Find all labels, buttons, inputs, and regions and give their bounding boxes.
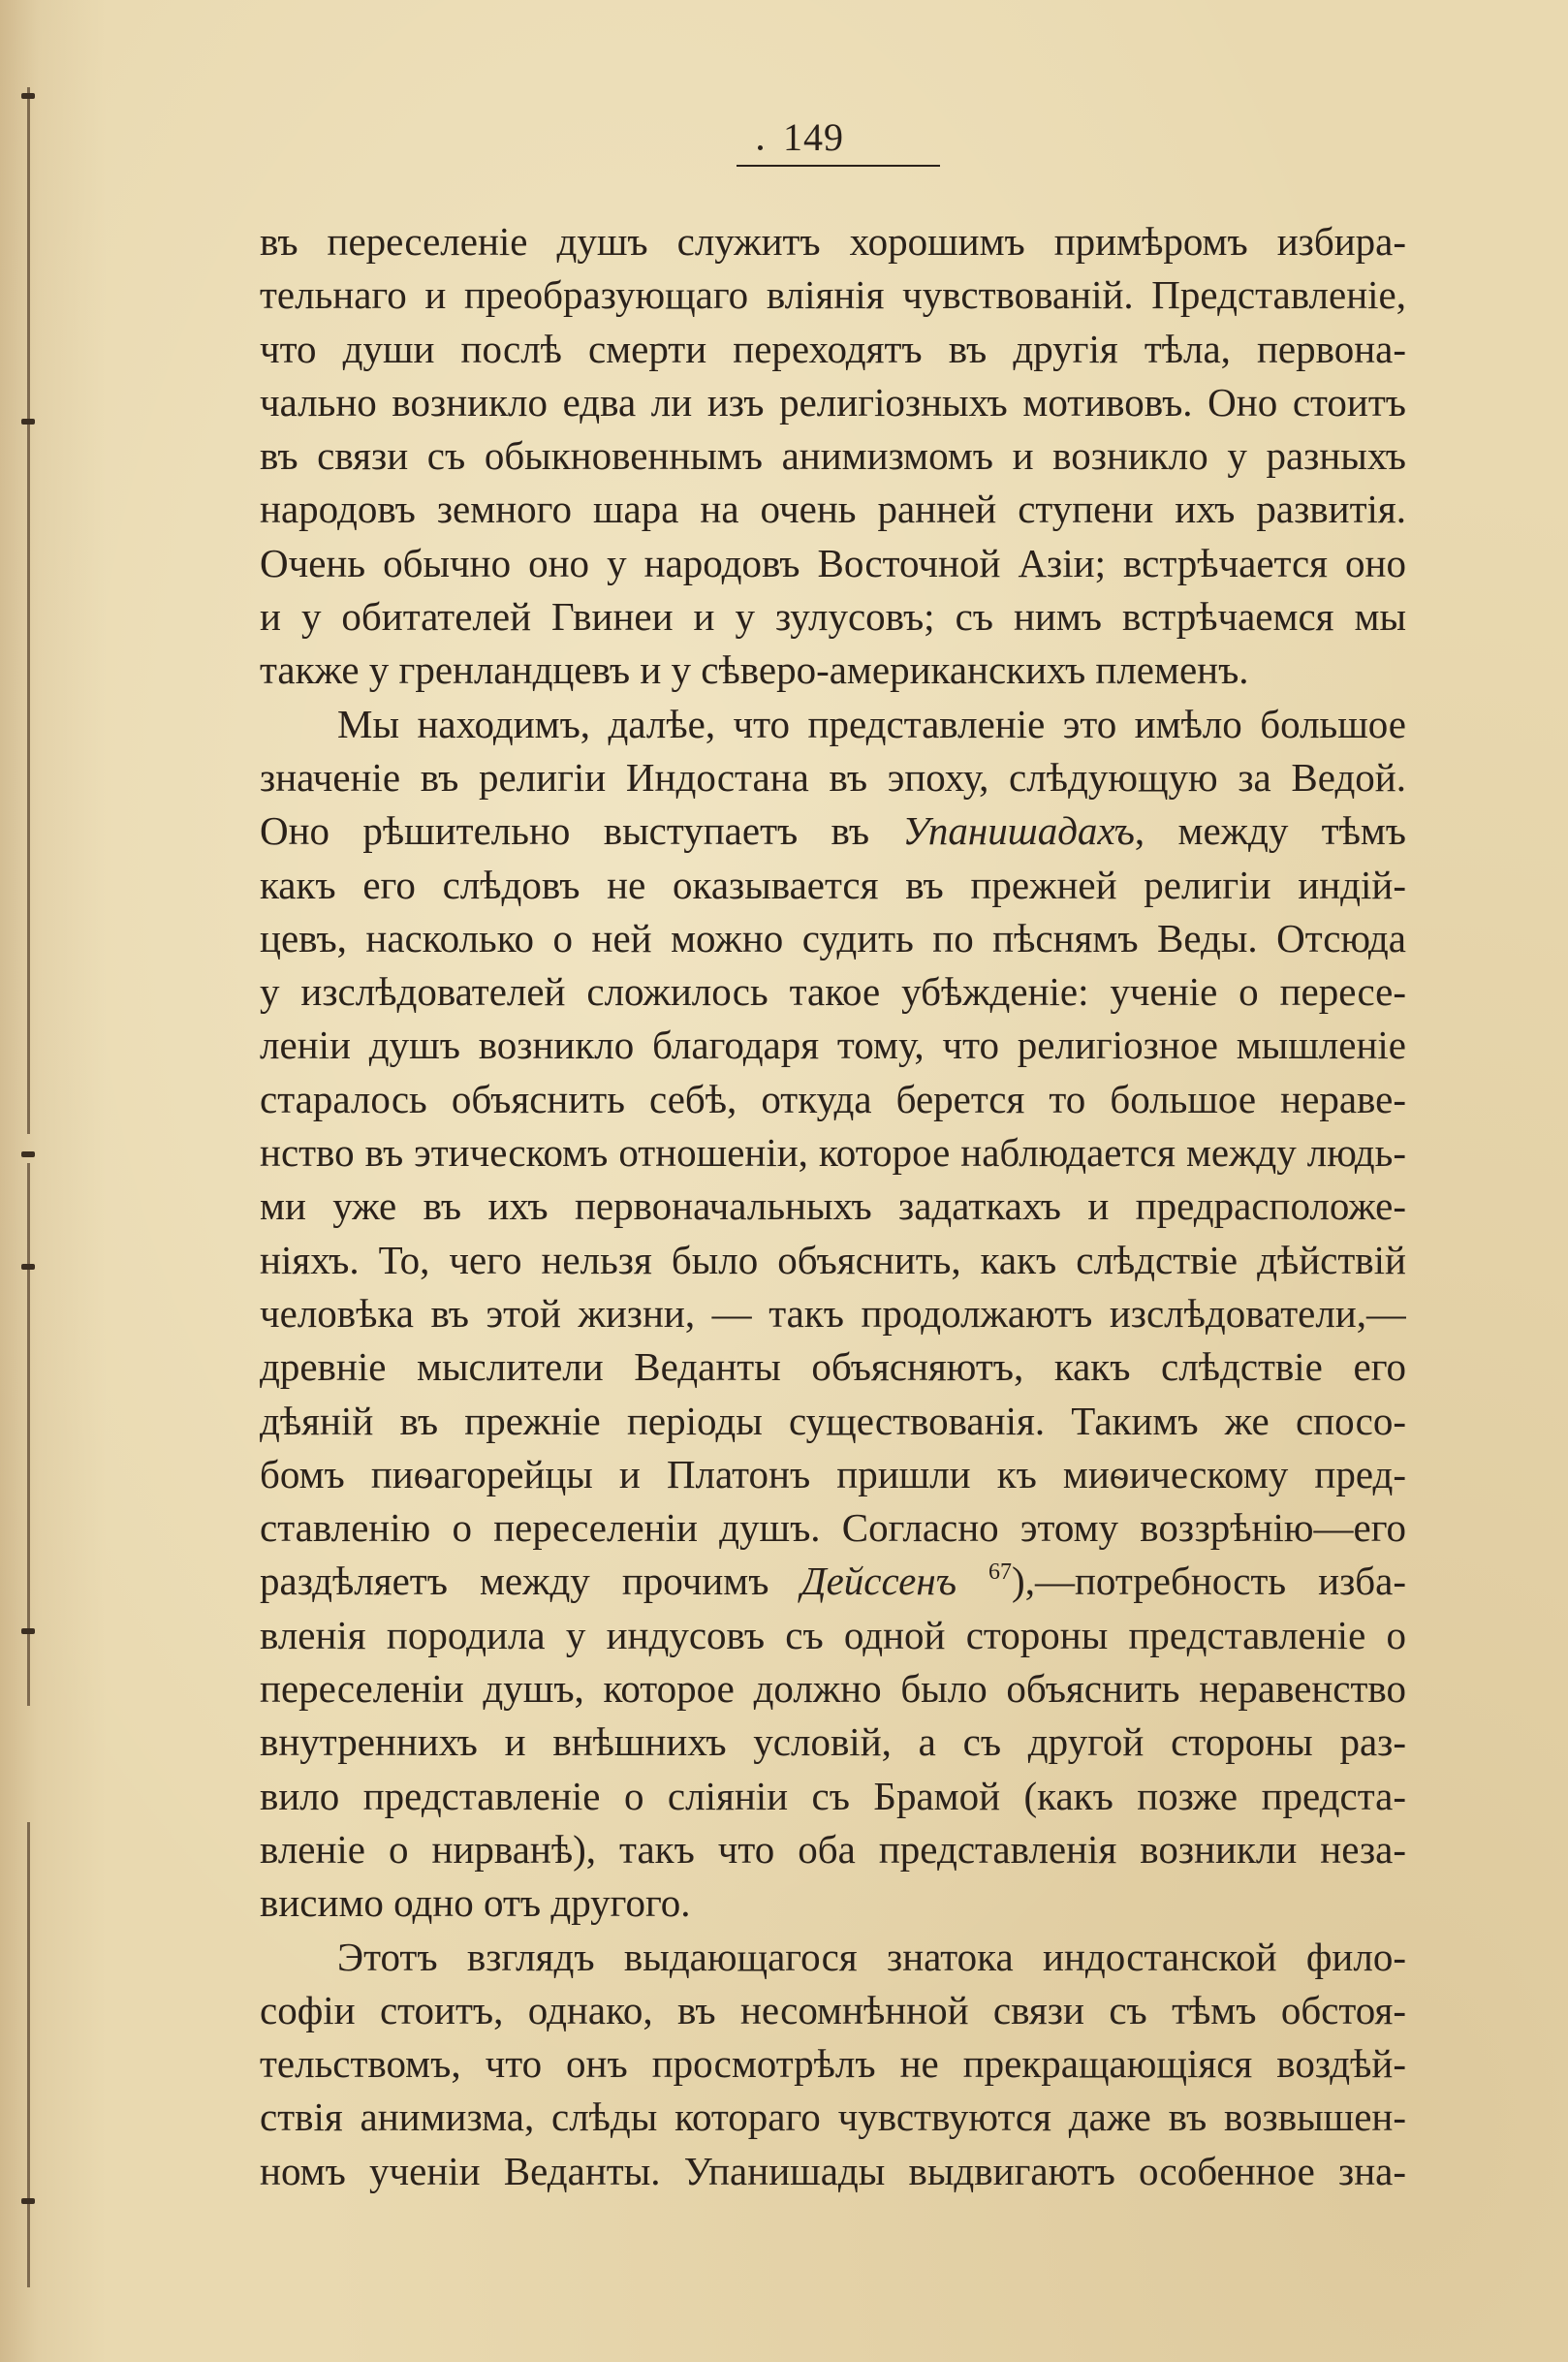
- text-line: человѣка въ этой жизни, — такъ продолжаютъ изслѣдователи,—: [260, 1290, 1406, 1336]
- text-line: въ переселеніе душъ служитъ хорошимъ примѣромъ избира-: [260, 219, 1406, 264]
- binding-tick: [21, 1151, 35, 1157]
- text-fragment: ),—потребность изба-: [1012, 1559, 1406, 1604]
- text-line: ніяхъ. То, чего нельзя было объяснить, какъ слѣдствіе дѣйствій: [260, 1237, 1406, 1282]
- header-dot: [758, 145, 763, 150]
- text-fragment: , между тѣмъ: [1134, 808, 1406, 854]
- text-line: ми уже въ ихъ первоначальныхъ задаткахъ и предрасположе-: [260, 1183, 1406, 1229]
- text-line: дѣяній въ прежніе періоды существованія. Такимъ же спосо-: [260, 1398, 1406, 1443]
- text-line: внутреннихъ и внѣшнихъ условій, а съ другой стороны раз-: [260, 1719, 1406, 1765]
- body-text: [260, 215, 1406, 2198]
- text-line: вленіе о нирванѣ), такъ что оба представленія возникли неза-: [260, 1826, 1406, 1872]
- text-line: значеніе въ религіи Индостана въ эпоху, слѣдующую за Ведой.: [260, 754, 1406, 800]
- text-line: номъ ученіи Веданты. Упанишады выдвигаютъ особенное зна-: [260, 2148, 1406, 2193]
- binding-line: [27, 87, 30, 1134]
- text-line-with-footnote: [260, 1555, 1406, 1608]
- text-line: ствія анимизма, слѣды котораго чувствуются даже въ возвышен-: [260, 2094, 1406, 2140]
- binding-tick: [21, 419, 35, 425]
- italic-author: Дейссенъ: [800, 1559, 956, 1604]
- text-line: Мы находимъ, далѣе, что представленіе это имѣло большое: [337, 701, 1406, 746]
- text-line: старалось объяснить себѣ, откуда берется то большое нераве-: [260, 1076, 1406, 1121]
- text-fragment: Оно рѣшительно выступаетъ въ: [260, 808, 903, 854]
- text-line: вило представленіе о сліяніи съ Брамой (какъ позже предста-: [260, 1773, 1406, 1818]
- binding-line: [27, 1822, 30, 2287]
- text-line: нство въ этическомъ отношеніи, которое наблюдается между людь-: [260, 1130, 1406, 1176]
- text-fragment: раздѣляетъ между прочимъ: [260, 1559, 801, 1604]
- text-line: и у обитателей Гвинеи и у зулусовъ; съ нимъ встрѣчаемся мы: [260, 594, 1406, 640]
- text-line: софіи стоитъ, однако, въ несомнѣнной связи съ тѣмъ обстоя-: [260, 1987, 1406, 2032]
- text-line: вленія породила у индусовъ съ одной стороны представленіе о: [260, 1612, 1406, 1657]
- text-line: у изслѣдователей сложилось такое убѣжденіе: ученіе о пересе-: [260, 969, 1406, 1015]
- text-line: Очень обычно оно у народовъ Восточной Азіи; встрѣчается оно: [260, 540, 1406, 585]
- page-header: [737, 114, 940, 165]
- text-line: чально возникло едва ли изъ религіозныхъ мотивовъ. Оно стоитъ: [260, 379, 1406, 425]
- binding-tick: [21, 2198, 35, 2204]
- text-line: ставленію о переселеніи душъ. Согласно этому воззрѣнію—его: [260, 1505, 1406, 1551]
- text-line: также у гренландцевъ и у сѣверо-американскихъ племенъ.: [260, 647, 1249, 693]
- binding-tick: [21, 1628, 35, 1634]
- binding-tick: [21, 93, 35, 99]
- text-line: какъ его слѣдовъ не оказывается въ прежней религіи индій-: [260, 862, 1406, 907]
- text-line: Этотъ взглядъ выдающагося знатока индостанской фило-: [337, 1934, 1406, 1979]
- text-line: древніе мыслители Веданты объясняютъ, какъ слѣдствіе его: [260, 1344, 1406, 1390]
- page-binding-edge: [0, 0, 58, 2362]
- footnote-marker: 67: [988, 1559, 1013, 1586]
- binding-line: [27, 1163, 30, 1706]
- text-line: тельствомъ, что онъ просмотрѣлъ не прекращающіяся воздѣй-: [260, 2041, 1406, 2087]
- text-line: народовъ земного шара на очень ранней ступени ихъ развитія.: [260, 487, 1406, 532]
- text-line: что души послѣ смерти переходятъ въ другія тѣла, первона-: [260, 326, 1406, 371]
- text-line: цевъ, насколько о ней можно судить по пѣснямъ Веды. Отсюда: [260, 915, 1406, 961]
- text-line: въ связи съ обыкновеннымъ анимизмомъ и возникло у разныхъ: [260, 433, 1406, 479]
- header-rule: [737, 165, 940, 167]
- text-line: висимо одно отъ другого.: [260, 1880, 691, 1926]
- italic-term: Упанишадахъ: [902, 808, 1135, 854]
- text-line: леніи душъ возникло благодаря тому, что религіозное мышленіе: [260, 1023, 1406, 1068]
- text-line: переселеніи душъ, которое должно было объяснить неравенство: [260, 1666, 1406, 1712]
- page-number: 149: [783, 115, 844, 159]
- text-line: бомъ пиѳагорейцы и Платонъ пришли къ миѳическому пред-: [260, 1451, 1406, 1496]
- text-line-with-italic: [260, 804, 1406, 858]
- binding-tick: [21, 1264, 35, 1270]
- text-line: тельнаго и преобразующаго вліянія чувствованій. Представленіе,: [260, 272, 1406, 318]
